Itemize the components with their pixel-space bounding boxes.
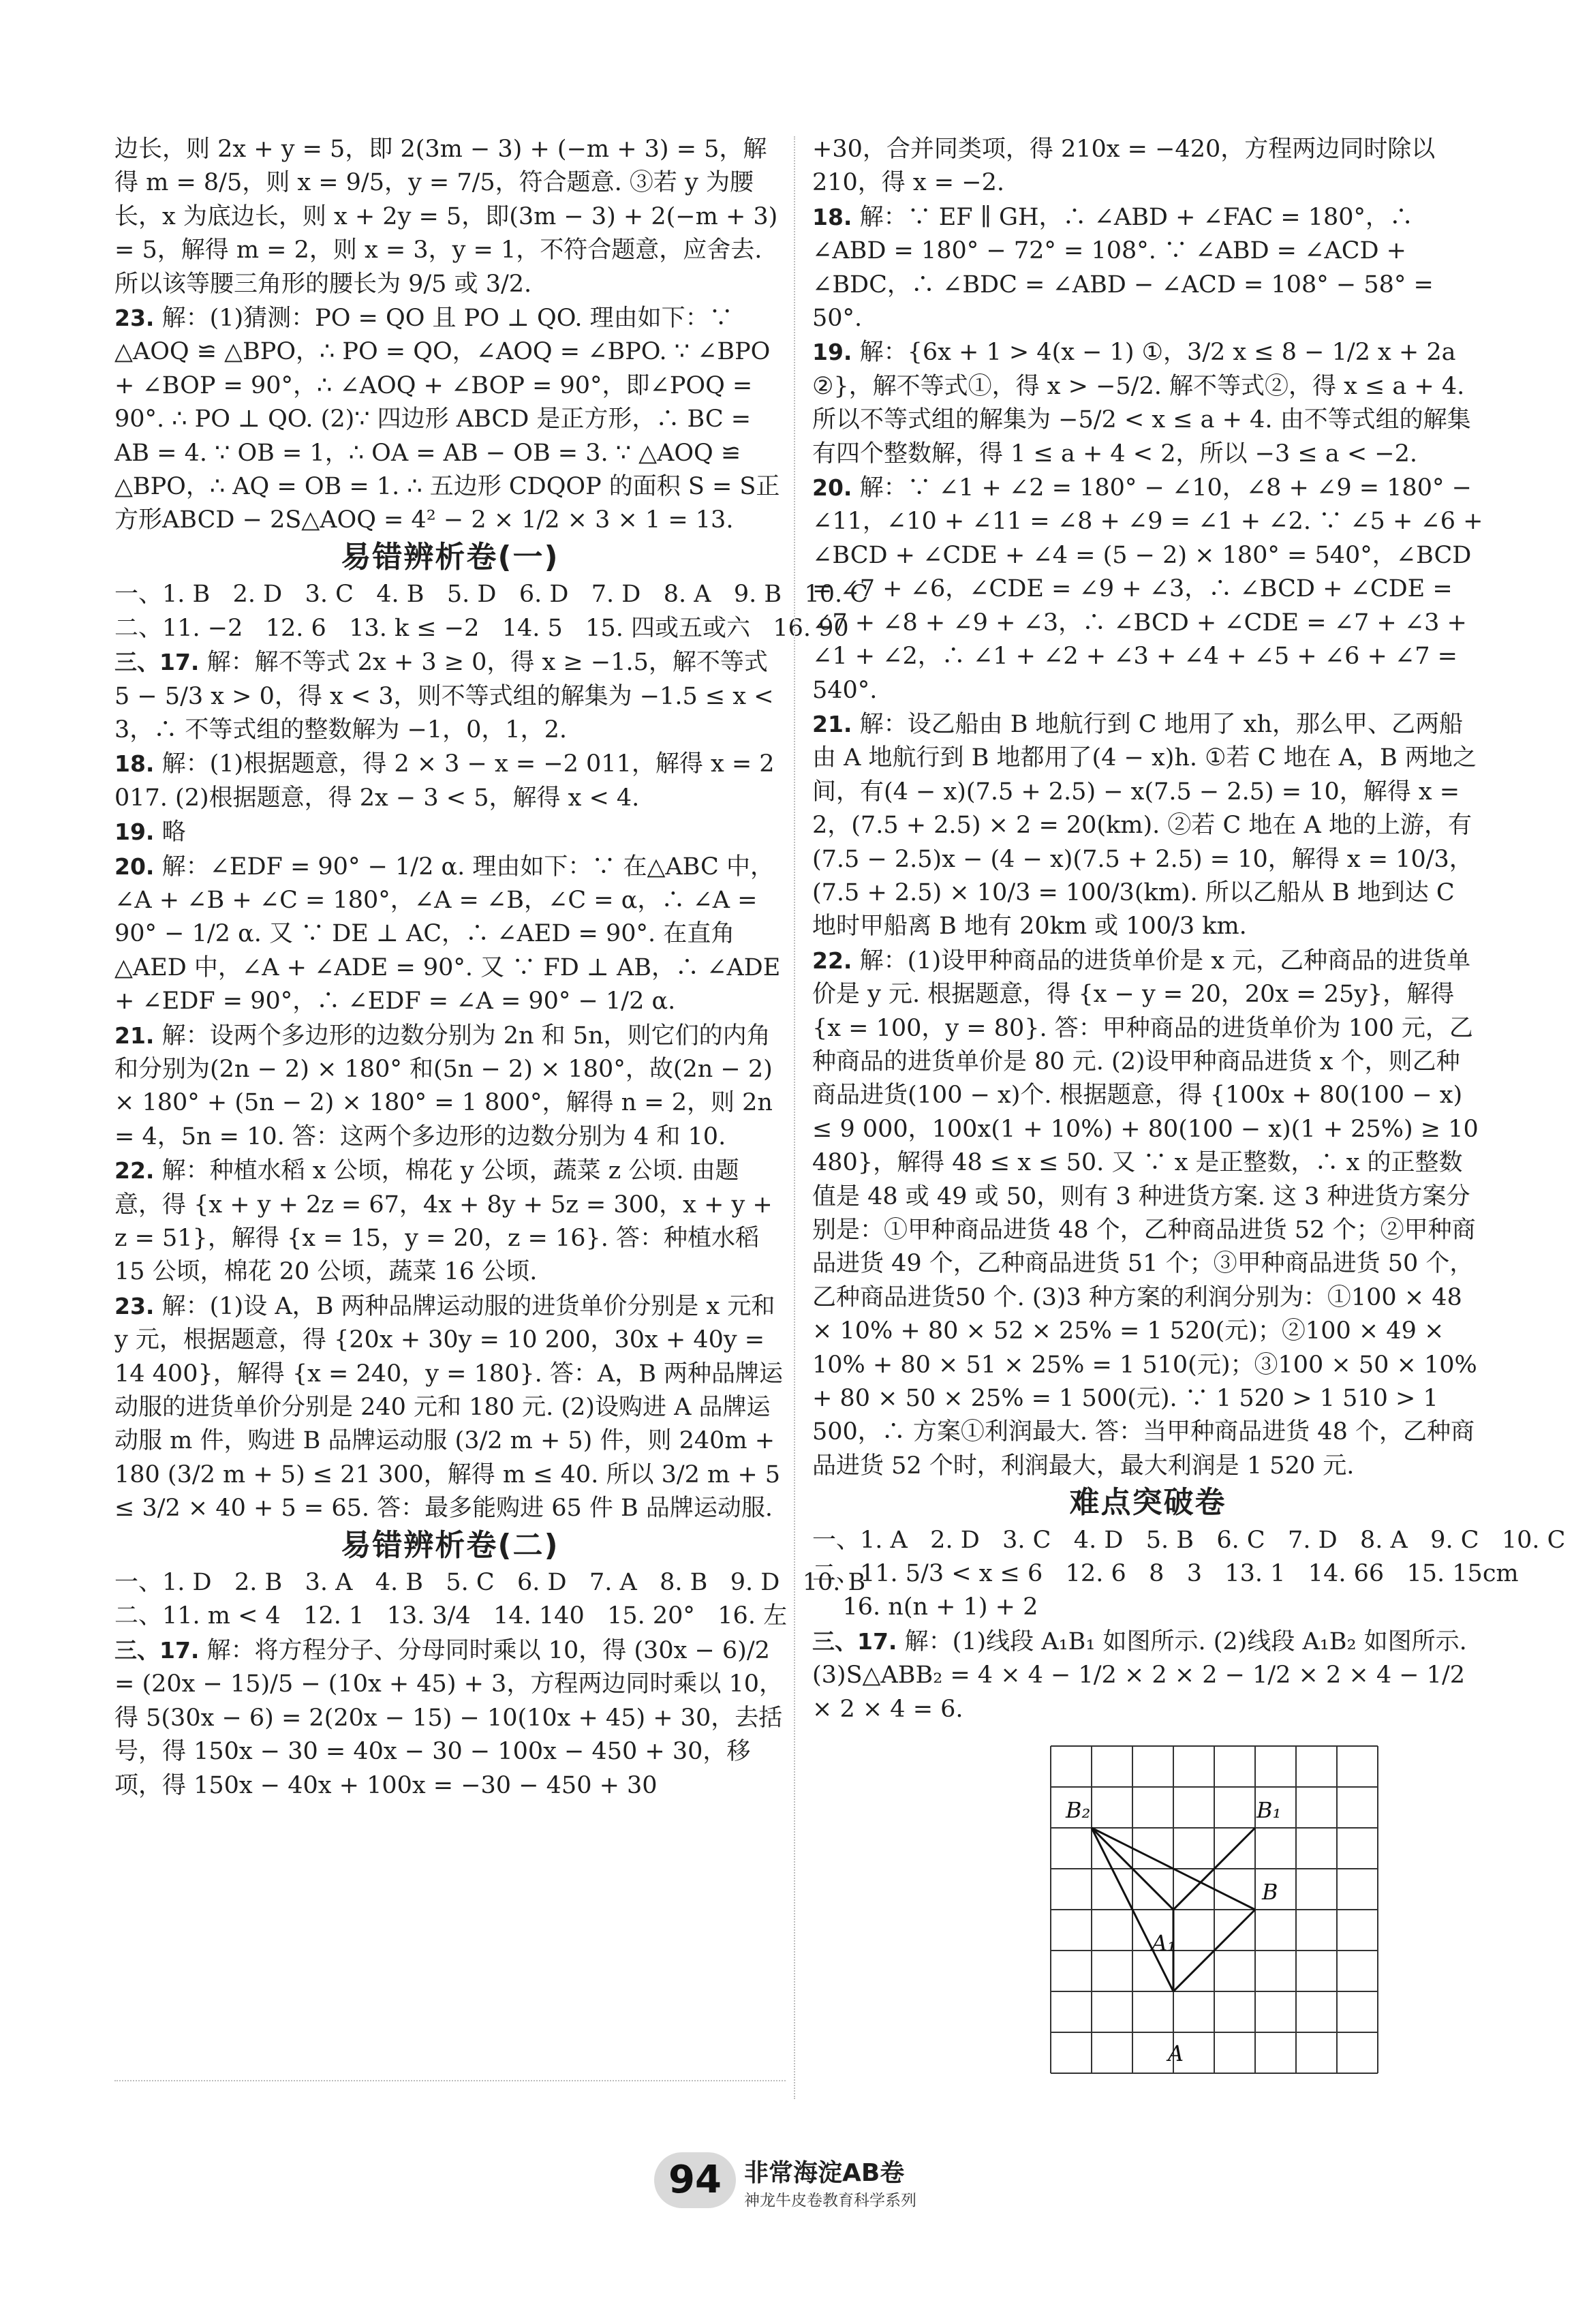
solution-paragraph: 边长，则 2x + y = 5，即 2(3m − 3) + (−m + 3) = 5，解得 m = 8/5，则 x = 9/5，y = 7/5，符合题意. ③若 y 为腰长，x 为底边长，则 x + 2y = 5，即(3m − 3) + 2(−m + 3) = 5，解得 m = 2，则 x = 3，y = 1，不符合题意，应舍去. 所以该等腰三角形的腰长为 9/5 或 3/2.: [114, 136, 778, 298]
solution-item: [114, 1154, 786, 1289]
left-bottom-rule: [114, 2080, 786, 2081]
label-b1: B₁: [1256, 1797, 1282, 1823]
solution-item: [812, 1625, 1483, 1726]
solution-item: [114, 850, 786, 1019]
solution-item: [812, 471, 1483, 707]
brand-title: 非常海淀AB卷: [744, 2159, 905, 2187]
brand-series: 神龙牛皮卷教育科学系列: [744, 2192, 916, 2210]
answer-row: 二、11. 5/3 < x ≤ 6 12. 6 8 3 13. 1 14. 66 15. 15cm: [812, 1560, 1519, 1588]
left-column: [114, 133, 869, 1803]
item-text: 解：{6x + 1 > 4(x − 1) ①，3/2 x ≤ 8 − 1/2 x + 2a ②}，解不等式①，得 x > −5/2. 解不等式②，得 x ≤ a + 4. 所以不等式组的解集为 −5/2 < x ≤ a + 4. 由不等式组的解集有四个整数解，得 1 ≤ a + 4 < 2，所以 −3 ≤ a < −2.: [812, 339, 1471, 468]
label-a: A: [1168, 2040, 1184, 2066]
label-b: B: [1262, 1879, 1278, 1905]
answer-row: 16. n(n + 1) + 2: [812, 1593, 1038, 1621]
solution-item: [114, 1019, 786, 1155]
solution-item: [114, 747, 786, 815]
item-number: 19.: [114, 819, 155, 846]
item-text: 解：设乙船由 B 地航行到 C 地用了 xh，那么甲、乙两船由 A 地航行到 B 地都用了(4 − x)h. ①若 C 地在 A，B 两地之间，有(4 − x)(7.5 + 2.5) − x(7.5 − 2.5) = 10，解得 x = 2，(7.5 + 2.5) × 2 = 20(km). ②若 C 地在 A 地的上游，有(7.5 − 2.5)x − (4 − x)(7.5 + 2.5) = 10，解得 x = 10/3，(7.5 + 2.5) × 10/3 = 100/3(km). 所以乙船从 B 地到达 C 地时甲船离 B 地有 20km 或 100/3 km.: [812, 710, 1477, 941]
grid-figure-svg: [1037, 1732, 1446, 2087]
right-column: [812, 133, 1566, 1726]
item-text: 解：种植水稻 x 公顷，棉花 y 公顷，蔬菜 z 公顷. 由题意，得 {x + y + 2z = 67，4x + 8y + 5z = 300，x + y + z = 51}，解得 {x = 15，y = 20，z = 16}. 答：种植水稻 15 公顷，棉花 20 公顷，蔬菜 16 公顷.: [114, 1157, 773, 1286]
solution-item: [812, 707, 1483, 944]
answer-row: 一、1. D 2. B 3. A 4. B 5. C 6. D 7. A 8. B 9. D 10. B: [114, 1569, 866, 1597]
item-number: 18.: [812, 203, 852, 230]
item-text: 解：(1)设 A，B 两种品牌运动服的进货单价分别是 x 元和 y 元，根据题意，得 {20x + 30y = 10 200，30x + 40y = 14 400}，解得 {x = 240，y = 180}. 答：A，B 两种品牌运动服的进货单价分别是 240 元和 180 元. (2)设购进 A 品牌运动服 m 件，购进 B 品牌运动服 (3/2 m + 5) 件，则 240m + 180 (3/2 m + 5) ≤ 21 300，解得 m ≤ 40. 所以 3/2 m + 5 ≤ 3/2 × 40 + 5 = 65. 答：最多能购进 65 件 B 品牌运动服.: [114, 1292, 784, 1523]
item-number: 三、17.: [114, 649, 200, 676]
item-text: 解：∵ EF ∥ GH，∴ ∠ABD + ∠FAC = 180°，∴ ∠ABD = 180° − 72° = 108°. ∵ ∠ABD = ∠ACD + ∠BDC，∴ ∠BDC = ∠ABD − ∠ACD = 108° − 58° = 50°.: [812, 203, 1434, 333]
label-b2: B₂: [1066, 1797, 1091, 1823]
item-text: 解：将方程分子、分母同时乘以 10，得 (30x − 6)/2 = (20x − 15)/5 − (10x + 45) + 3，方程两边同时乘以 10，得 5(30x − 6) = 2(20x − 15) − 10(10x + 45) + 30，去括号，得 150x − 30 = 40x − 30 − 100x − 450 + 30，移项，得 150x − 40x + 100x = −30 − 450 + 30: [114, 1636, 783, 1799]
solution-item: [114, 815, 786, 849]
solution-paragraph: +30，合并同类项，得 210x = −420，方程两边同时除以 210，得 x = −2.: [812, 136, 1436, 197]
grid-figure: [1037, 1732, 1446, 2087]
item-text: 略: [161, 819, 186, 846]
item-number: 三、17.: [812, 1627, 897, 1655]
page-number: 94: [654, 2152, 736, 2208]
section-heading: 易错辨析卷(二): [341, 1527, 559, 1563]
item-text: 解：设两个多边形的边数分别为 2n 和 5n，则它们的内角和分别为(2n − 2) × 180° 和(5n − 2) × 180°，故(2n − 2) × 180° + (5n − 2) × 180° = 1 800°，解得 n = 2，则 2n = 4，5n = 10. 答：这两个多边形的边数分别为 4 和 10.: [114, 1022, 773, 1150]
solution-item: [812, 335, 1483, 471]
solution-item: [114, 645, 786, 747]
item-number: 20.: [114, 853, 155, 880]
item-text: 解：∵ ∠1 + ∠2 = 180° − ∠10，∠8 + ∠9 = 180° − ∠11，∠10 + ∠11 = ∠8 + ∠9 = ∠1 + ∠2. ∵ ∠5 + ∠6 + ∠BCD + ∠CDE + ∠4 = (5 − 2) × 180° = 540°，∠BCD = ∠7 + ∠6，∠CDE = ∠9 + ∠3，∴ ∠BCD + ∠CDE = ∠7 + ∠8 + ∠9 + ∠3，∴ ∠BCD + ∠CDE = ∠7 + ∠3 + ∠1 + ∠2，∴ ∠1 + ∠2 + ∠3 + ∠4 + ∠5 + ∠6 + ∠7 = 540°.: [812, 474, 1483, 704]
solution-item: [114, 1634, 786, 1803]
solution-item: [114, 1289, 786, 1526]
item-text: 解：(1)线段 A₁B₁ 如图所示. (2)线段 A₁B₂ 如图所示. (3)S△ABB₂ = 4 × 4 − 1/2 × 2 × 2 − 1/2 × 2 × 4 − 1/2 × 2 × 4 = 6.: [812, 1627, 1467, 1723]
section-heading: 易错辨析卷(一): [341, 539, 559, 575]
item-number: 22.: [114, 1157, 155, 1184]
answer-row: 二、11. m < 4 12. 1 13. 3/4 14. 140 15. 20° 16. 左: [114, 1602, 788, 1630]
item-number: 19.: [812, 339, 852, 366]
answer-row: 一、1. A 2. D 3. C 4. D 5. B 6. C 7. D 8. A 9. C 10. C: [812, 1526, 1566, 1554]
section-heading: 难点突破卷: [1069, 1485, 1227, 1520]
item-number: 23.: [114, 1292, 155, 1319]
item-number: 23.: [114, 305, 155, 332]
solution-item: [812, 944, 1483, 1484]
item-text: 解：(1)根据题意，得 2 × 3 − x = −2 011，解得 x = 2 017. (2)根据题意，得 2x − 3 < 5，解得 x < 4.: [114, 750, 775, 812]
label-a1: A₁: [1152, 1930, 1176, 1956]
answer-row: 一、1. B 2. D 3. C 4. B 5. D 6. D 7. D 8. A 9. B 10. C: [114, 581, 869, 609]
item-number: 三、17.: [114, 1636, 200, 1664]
item-text: 解：解不等式 2x + 3 ≥ 0，得 x ≥ −1.5，解不等式 5 − 5/3 x > 0，得 x < 3，则不等式组的解集为 −1.5 ≤ x < 3，∴ 不等式组的整数解为 −1，0，1，2.: [114, 649, 774, 744]
item-number: 18.: [114, 750, 155, 778]
solution-item: [114, 301, 786, 538]
item-text: 解：(1)猜测：PO = QO 且 PO ⊥ QO. 理由如下：∵ △AOQ ≌ △BPO，∴ PO = QO，∠AOQ = ∠BPO. ∵ ∠BPO + ∠BOP = 90°，∴ ∠AOQ + ∠BOP = 90°，即∠POQ = 90°. ∴ PO ⊥ QO. (2)∵ 四边形 ABCD 是正方形，∴ BC = AB = 4. ∵ OB = 1，∴ OA = AB − OB = 3. ∵ △AOQ ≌ △BPO，∴ AQ = OB = 1. ∴ 五边形 CDQOP 的面积 S = S正方形ABCD − 2S△AOQ = 4² − 2 × 1/2 × 3 × 1 = 13.: [114, 305, 780, 534]
item-number: 22.: [812, 947, 852, 974]
item-number: 21.: [114, 1022, 155, 1049]
item-number: 20.: [812, 474, 852, 502]
solution-item: [812, 200, 1483, 336]
answer-row: 二、11. −2 12. 6 13. k ≤ −2 14. 5 15. 四或五或六 16. 90: [114, 614, 849, 642]
item-number: 21.: [812, 710, 852, 737]
column-divider: [794, 136, 795, 2099]
item-text: 解：∠EDF = 90° − 1/2 α. 理由如下：∵ 在△ABC 中，∠A + ∠B + ∠C = 180°，∠A = ∠B，∠C = α，∴ ∠A = 90° − 1/2 α. 又 ∵ DE ⊥ AC，∴ ∠AED = 90°. 在直角△AED 中，∠A + ∠ADE = 90°. 又 ∵ FD ⊥ AB，∴ ∠ADE + ∠EDF = 90°，∴ ∠EDF = ∠A = 90° − 1/2 α.: [114, 853, 781, 1015]
item-text: 解：(1)设甲种商品的进货单价是 x 元，乙种商品的进货单价是 y 元. 根据题意，得 {x − y = 20，20x = 25y}，解得 {x = 100，y = 80}. 答：甲种商品的进货单价为 100 元，乙种商品的进货单价是 80 元. (2)设甲种商品进货 x 个，则乙种商品进货(100 − x)个. 根据题意，得 {100x + 80(100 − x) ≤ 9 000，100x(1 + 10%) + 80(100 − x)(1 + 25%) ≥ 10 480}，解得 48 ≤ x ≤ 50. 又 ∵ x 是正整数，∴ x 的正整数值是 48 或 49 或 50，则有 3 种进货方案. 这 3 种进货方案分别是：①甲种商品进货 48 个，乙种商品进货 52 个；②甲种商品进货 49 个，乙种商品进货 51 个；③甲种商品进货 50 个，乙种商品进货50 个. (3)3 种方案的利润分别为：①100 × 48 × 10% + 80 × 52 × 25% = 1 520(元)；②100 × 49 × 10% + 80 × 51 × 25% = 1 510(元)；③100 × 50 × 10% + 80 × 50 × 25% = 1 500(元). ∵ 1 520 > 1 510 > 1 500，∴ 方案①利润最大. 答：当甲种商品进货 48 个，乙种商品进货 52 个时，利润最大，最大利润是 1 520 元.: [812, 947, 1479, 1480]
